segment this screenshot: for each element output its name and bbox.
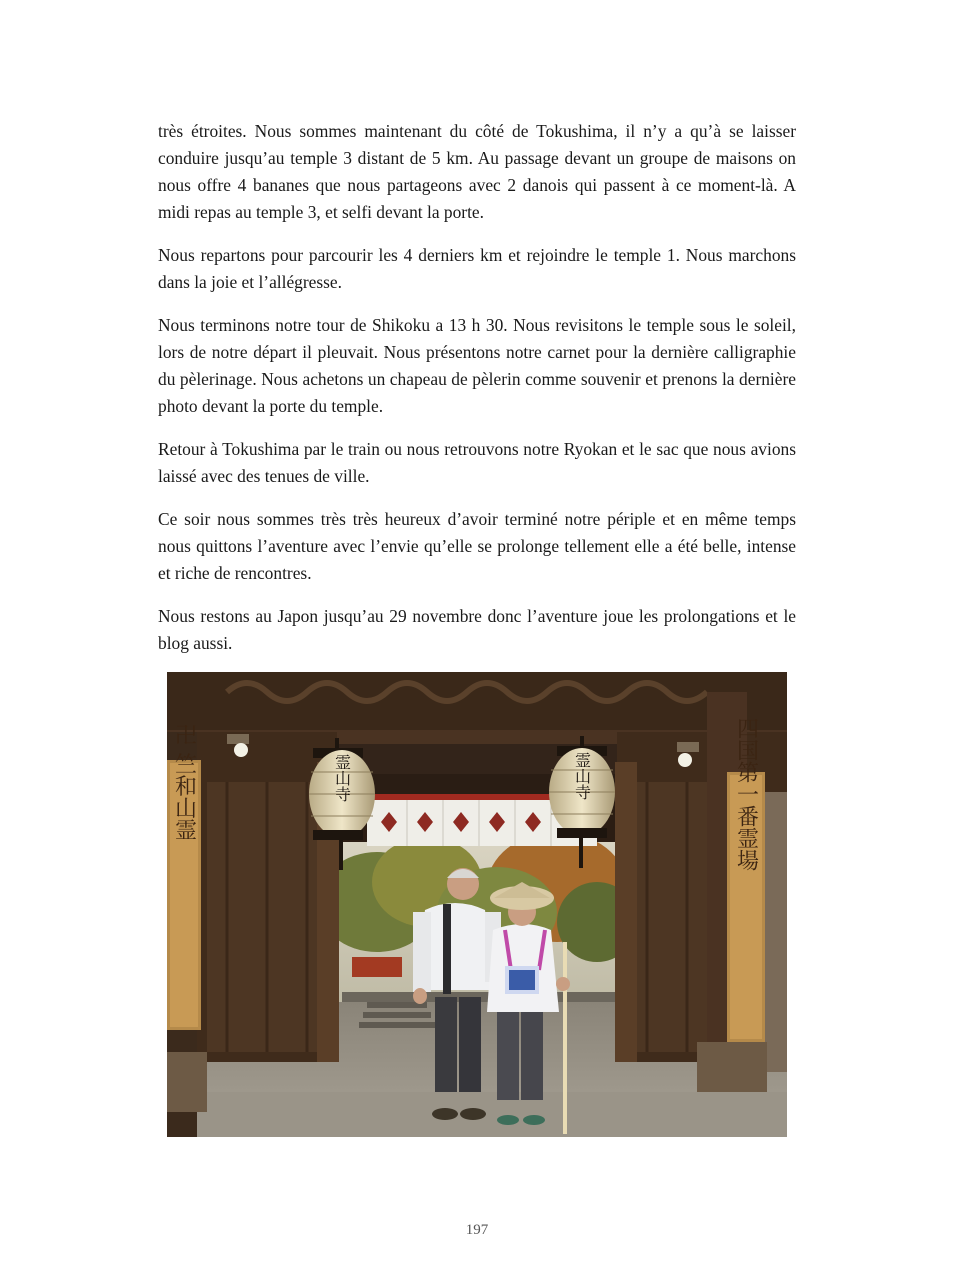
left-plaque-text: 卍 竺和山霊 — [171, 723, 197, 841]
lantern-left-label: 霊山寺 — [332, 754, 352, 802]
page-number: 197 — [465, 1222, 489, 1238]
body-text — [158, 118, 796, 673]
paragraph-1: très étroites. Nous sommes maintenant du côté de Tokushima, il n’y a qu’à se laisser conduire jusqu’au temple 3 distant de 5 km. Au passage devant un groupe de maisons on nous offre 4 bananes que nous partageons avec 2 danois qui passent à ce moment-là. A midi repas au temple 3, et selfi devant la porte. — [158, 121, 796, 222]
paragraph-3: Nous terminons notre tour de Shikoku a 13 h 30. Nous revisitons le temple sous le soleil, lors de notre départ il pleuvait. Nous présentons notre carnet pour la dernière calligraphie du pèlerinage. Nous achetons un chapeau de pèlerin comme souvenir et prenons la dernière photo devant la porte du temple. — [158, 315, 796, 416]
paragraph-5: Ce soir nous sommes très très heureux d’avoir terminé notre périple et en même temps nous quittons l’aventure avec l’envie qu’elle se prolonge tellement elle a été belle, intense et riche de rencontres. — [158, 509, 796, 583]
paragraph-4: Retour à Tokushima par le train ou nous retrouvons notre Ryokan et le sac que nous avions laissé avec des tenues de ville. — [158, 439, 796, 486]
left-plaque — [167, 724, 201, 1031]
right-plaque-text: 四国第一番霊場 — [733, 717, 759, 871]
temple-gate-photo — [167, 672, 787, 1137]
stone-steps — [359, 1002, 435, 1028]
paragraph-2: Nous repartons pour parcourir les 4 derniers km et rejoindre le temple 1. Nous marchons dans la joie et l’allégresse. — [158, 245, 796, 292]
paragraph-6: Nous restons au Japon jusqu’au 29 novembre donc l’aventure joue les prolongations et le blog aussi. — [158, 606, 796, 653]
lantern-right-label: 霊山寺 — [572, 752, 592, 800]
